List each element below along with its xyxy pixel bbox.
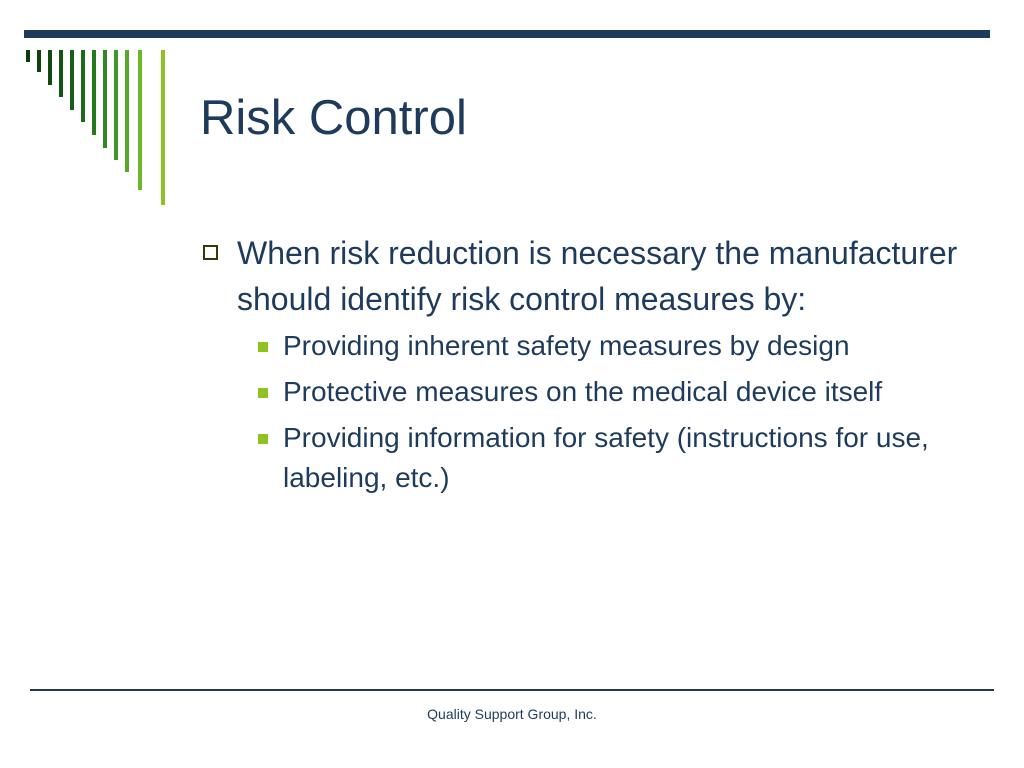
bullet-text: When risk reduction is necessary the manufacturer should identify risk control measures by: — [237, 235, 958, 317]
stripe — [70, 50, 74, 110]
stripe — [125, 50, 129, 172]
stripe — [37, 50, 41, 72]
sub-bullet-list — [200, 326, 980, 498]
footer-rule — [30, 689, 994, 691]
stripe — [81, 50, 85, 122]
decorative-stripes — [0, 0, 180, 220]
stripe — [138, 50, 142, 190]
sub-bullet-text: Providing inherent safety measures by design — [283, 330, 850, 361]
sub-bullet-text: Protective measures on the medical device itself — [283, 376, 883, 407]
stripe — [48, 50, 52, 85]
filled-square-bullet-icon — [258, 342, 268, 352]
filled-square-bullet-icon — [258, 388, 268, 398]
sub-bullet-item — [200, 372, 980, 412]
bullet-item — [200, 230, 980, 498]
stripe — [59, 50, 63, 97]
stripe — [161, 50, 165, 205]
filled-square-bullet-icon — [258, 434, 268, 444]
sub-bullet-text: Providing information for safety (instructions for use, labeling, etc.) — [283, 422, 929, 493]
stripe — [103, 50, 107, 148]
sub-bullet-item — [200, 418, 980, 498]
hollow-square-bullet-icon — [203, 245, 218, 260]
slide-title: Risk Control — [200, 91, 467, 145]
stripe — [92, 50, 96, 135]
stripe — [26, 50, 30, 62]
sub-bullet-item — [200, 326, 980, 366]
footer-company-name: Quality Support Group, Inc. — [427, 706, 597, 722]
bullet-list — [200, 230, 980, 504]
stripe — [114, 50, 118, 160]
